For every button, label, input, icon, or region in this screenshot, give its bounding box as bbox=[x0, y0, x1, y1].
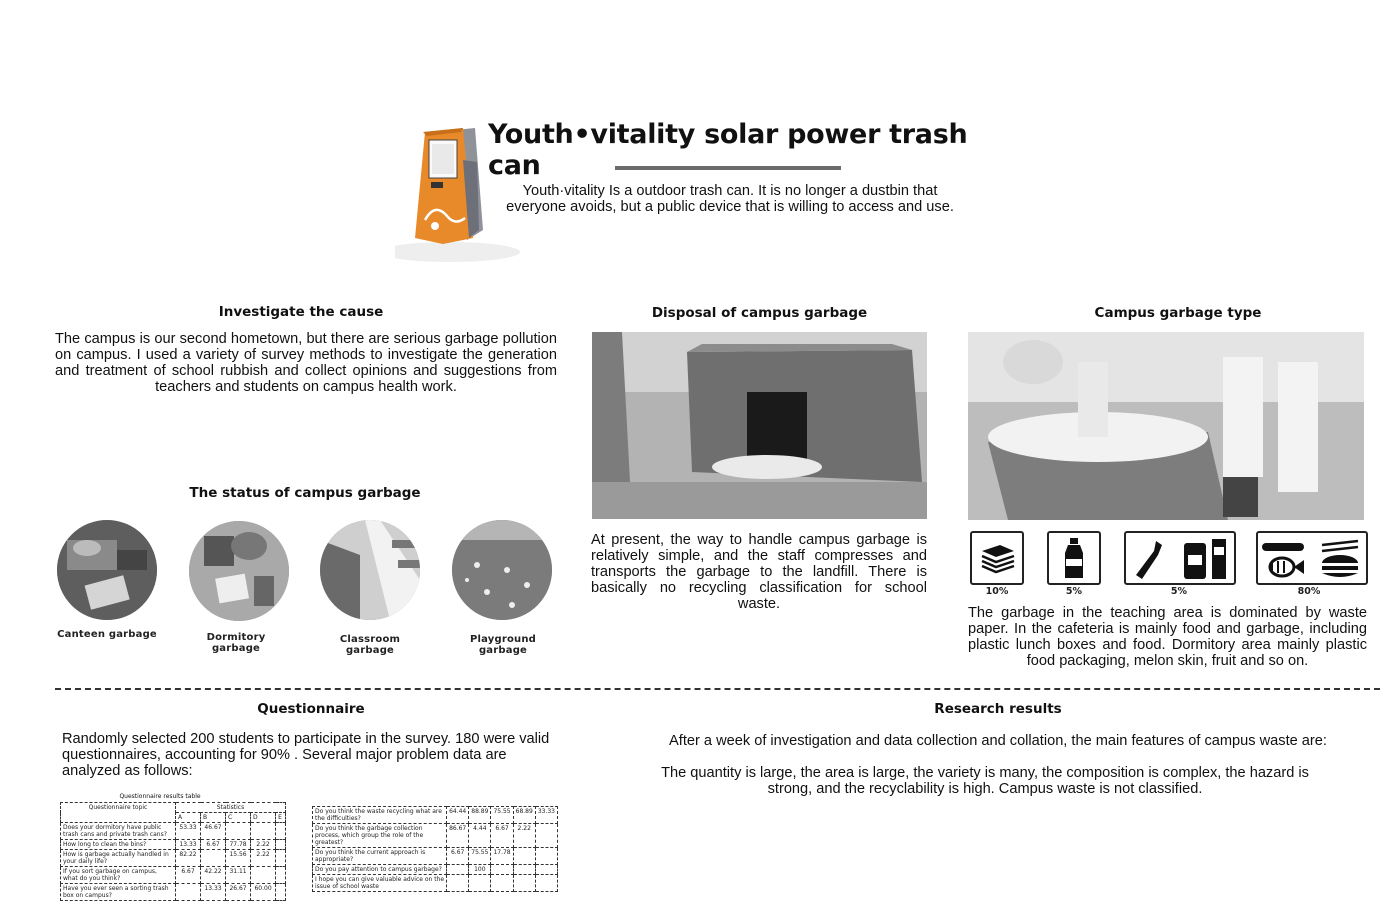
table-cell-value: 86.67 bbox=[447, 824, 469, 848]
table-cell-value: 17.78 bbox=[491, 848, 513, 865]
table-cell-value bbox=[276, 840, 286, 850]
table-row bbox=[313, 848, 558, 865]
table-cell-value: 75.55 bbox=[469, 848, 491, 865]
results-heading: Research results bbox=[934, 701, 1062, 717]
table-cell-value bbox=[251, 867, 276, 884]
classroom-garbage-image bbox=[320, 520, 420, 620]
table-cell-question: I hope you can give valuable advice on the issue of school waste bbox=[313, 875, 447, 892]
table-header: B bbox=[201, 813, 226, 823]
table-header: Statistics bbox=[176, 803, 286, 813]
table-row bbox=[61, 823, 286, 840]
table-cell-value: 4.44 bbox=[469, 824, 491, 848]
table-cell-value bbox=[201, 850, 226, 867]
table-cell-value: 46.67 bbox=[201, 823, 226, 840]
table-cell-value bbox=[447, 875, 469, 892]
questionnaire-table-right bbox=[312, 806, 558, 892]
table-cell-value bbox=[176, 884, 201, 901]
table-cell-value: 75.55 bbox=[491, 807, 513, 824]
table-cell-question: If you sort garbage on campus, what do you think? bbox=[61, 867, 176, 884]
section-divider bbox=[55, 688, 1380, 690]
status-label: Dormitory garbage bbox=[206, 632, 266, 654]
table-header: D bbox=[251, 813, 276, 823]
table-title: Questionnaire results table bbox=[119, 793, 201, 800]
table-cell-question: Does your dormitory have public trash cans and private trash cans? bbox=[61, 823, 176, 840]
status-label: Classroom garbage bbox=[339, 634, 401, 656]
table-body-1 bbox=[61, 823, 286, 901]
table-cell-value: 2.22 bbox=[251, 840, 276, 850]
table-cell-value bbox=[251, 823, 276, 840]
table-cell-question: Do you think the waste recycling what are the difficulties? bbox=[313, 807, 447, 824]
title-divider bbox=[615, 166, 841, 170]
table-row bbox=[313, 865, 558, 875]
table-cell-question: Have you ever seen a sorting trash box on campus? bbox=[61, 884, 176, 901]
status-heading: The status of campus garbage bbox=[189, 485, 421, 501]
table-row bbox=[313, 824, 558, 848]
table-cell-question: How is garbage actually handled in your daily life? bbox=[61, 850, 176, 867]
table-cell-value bbox=[513, 875, 535, 892]
table-cell-value: 82.22 bbox=[176, 850, 201, 867]
table-cell-value bbox=[276, 867, 286, 884]
table-cell-value: 53.33 bbox=[176, 823, 201, 840]
table-cell-value: 88.89 bbox=[469, 807, 491, 824]
type-percent: 10% bbox=[985, 586, 1009, 597]
type-percent: 80% bbox=[1297, 586, 1321, 597]
table-cell-value bbox=[535, 875, 557, 892]
table-header: C bbox=[226, 813, 251, 823]
table-cell-value bbox=[513, 865, 535, 875]
table-body-2 bbox=[313, 807, 558, 892]
table-row bbox=[61, 867, 286, 884]
table-cell-question: Do you pay attention to campus garbage? bbox=[313, 865, 447, 875]
results-line2: The quantity is large, the area is large, the variety is many, the composition is complex, the hazard is strong, and the recyclability is high. Campus waste is not classified. bbox=[661, 765, 1309, 797]
table-row bbox=[313, 875, 558, 892]
table-cell-value bbox=[226, 823, 251, 840]
table-row bbox=[313, 807, 558, 824]
table-cell-value: 2.22 bbox=[251, 850, 276, 867]
bottle-icon bbox=[1047, 531, 1101, 585]
results-line1: After a week of investigation and data collection and collation, the main features of campus waste are: bbox=[669, 733, 1327, 749]
table-cell-value bbox=[276, 823, 286, 840]
table-header: Questionnaire topic bbox=[61, 803, 176, 823]
table-cell-value: 60.00 bbox=[251, 884, 276, 901]
table-cell-value: 33.33 bbox=[535, 807, 557, 824]
table-cell-question: How long to clean the bins? bbox=[61, 840, 176, 850]
table-cell-value bbox=[491, 865, 513, 875]
status-label: Canteen garbage bbox=[57, 629, 157, 640]
table-cell-value: 13.33 bbox=[201, 884, 226, 901]
dormitory-garbage-image bbox=[189, 521, 289, 621]
questionnaire-text: Randomly selected 200 students to participate in the survey. 180 were valid questionnaires, accounting for 90% . Several major problem data are analyzed as follows: bbox=[62, 731, 550, 779]
table-cell-value: 6.67 bbox=[176, 867, 201, 884]
table-cell-value: 68.89 bbox=[513, 807, 535, 824]
disposal-heading: Disposal of campus garbage bbox=[651, 305, 868, 321]
table-cell-value bbox=[513, 848, 535, 865]
disposal-text: At present, the way to handle campus garbage is relatively simple, and the staff compresses and transports the garbage to the landfill. There is basically no recycling classification for school waste. bbox=[591, 532, 927, 612]
table-cell-value: 31.11 bbox=[226, 867, 251, 884]
type-percent: 5% bbox=[1170, 586, 1188, 597]
type-percent: 5% bbox=[1065, 586, 1083, 597]
garbage-cart-photo bbox=[968, 332, 1364, 520]
table-cell-value: 15.56 bbox=[226, 850, 251, 867]
status-label: Playground garbage bbox=[469, 634, 537, 656]
cans-bottles-icon bbox=[1124, 531, 1236, 585]
table-header: A bbox=[176, 813, 201, 823]
table-cell-value: 6.67 bbox=[201, 840, 226, 850]
paper-stack-icon bbox=[970, 531, 1024, 585]
table-cell-value: 26.67 bbox=[226, 884, 251, 901]
table-cell-value: 100 bbox=[469, 865, 491, 875]
table-cell-value bbox=[535, 824, 557, 848]
investigate-heading: Investigate the cause bbox=[218, 304, 384, 320]
playground-garbage-image bbox=[452, 520, 552, 620]
table-cell-question: Do you think the garbage collection process, which group the role of the greatest? bbox=[313, 824, 447, 848]
table-cell-value bbox=[447, 865, 469, 875]
table-row bbox=[61, 850, 286, 867]
table-cell-value bbox=[535, 865, 557, 875]
table-cell-value bbox=[276, 850, 286, 867]
table-cell-value bbox=[276, 884, 286, 901]
page-title: Youth•vitality solar power trash can bbox=[488, 119, 968, 181]
questionnaire-heading: Questionnaire bbox=[257, 701, 365, 717]
canteen-garbage-image bbox=[57, 520, 157, 620]
table-cell-question: Do you think the current approach is appropriate? bbox=[313, 848, 447, 865]
table-cell-value: 42.22 bbox=[201, 867, 226, 884]
table-cell-value: 2.22 bbox=[513, 824, 535, 848]
table-header: E bbox=[276, 813, 286, 823]
table-cell-value: 13.33 bbox=[176, 840, 201, 850]
types-text: The garbage in the teaching area is dominated by waste paper. In the cafeteria is mainly food and garbage, including plastic lunch boxes and food. Dormitory area mainly plastic food packaging, melon skin, fruit and so on. bbox=[968, 605, 1367, 669]
table-cell-value bbox=[469, 875, 491, 892]
table-row bbox=[61, 840, 286, 850]
investigate-text: The campus is our second hometown, but there are serious garbage pollution on campus. I used a variety of survey methods to investigate the generation and treatment of school rubbish and collect opinions and suggestions from teachers and students on campus health work. bbox=[55, 331, 557, 395]
types-heading: Campus garbage type bbox=[1094, 305, 1262, 321]
food-waste-icon bbox=[1256, 531, 1368, 585]
disposal-photo bbox=[592, 332, 927, 519]
table-cell-value: 6.67 bbox=[447, 848, 469, 865]
table-cell-value: 6.67 bbox=[491, 824, 513, 848]
table-cell-value bbox=[491, 875, 513, 892]
table-cell-value bbox=[535, 848, 557, 865]
table-cell-value: 64.44 bbox=[447, 807, 469, 824]
table-row bbox=[61, 884, 286, 901]
questionnaire-table-left bbox=[60, 793, 286, 901]
table-cell-value: 77.78 bbox=[226, 840, 251, 850]
intro-text: Youth·vitality Is a outdoor trash can. It is no longer a dustbin that everyone avoids, but a public device that is willing to access and use. bbox=[506, 183, 954, 215]
